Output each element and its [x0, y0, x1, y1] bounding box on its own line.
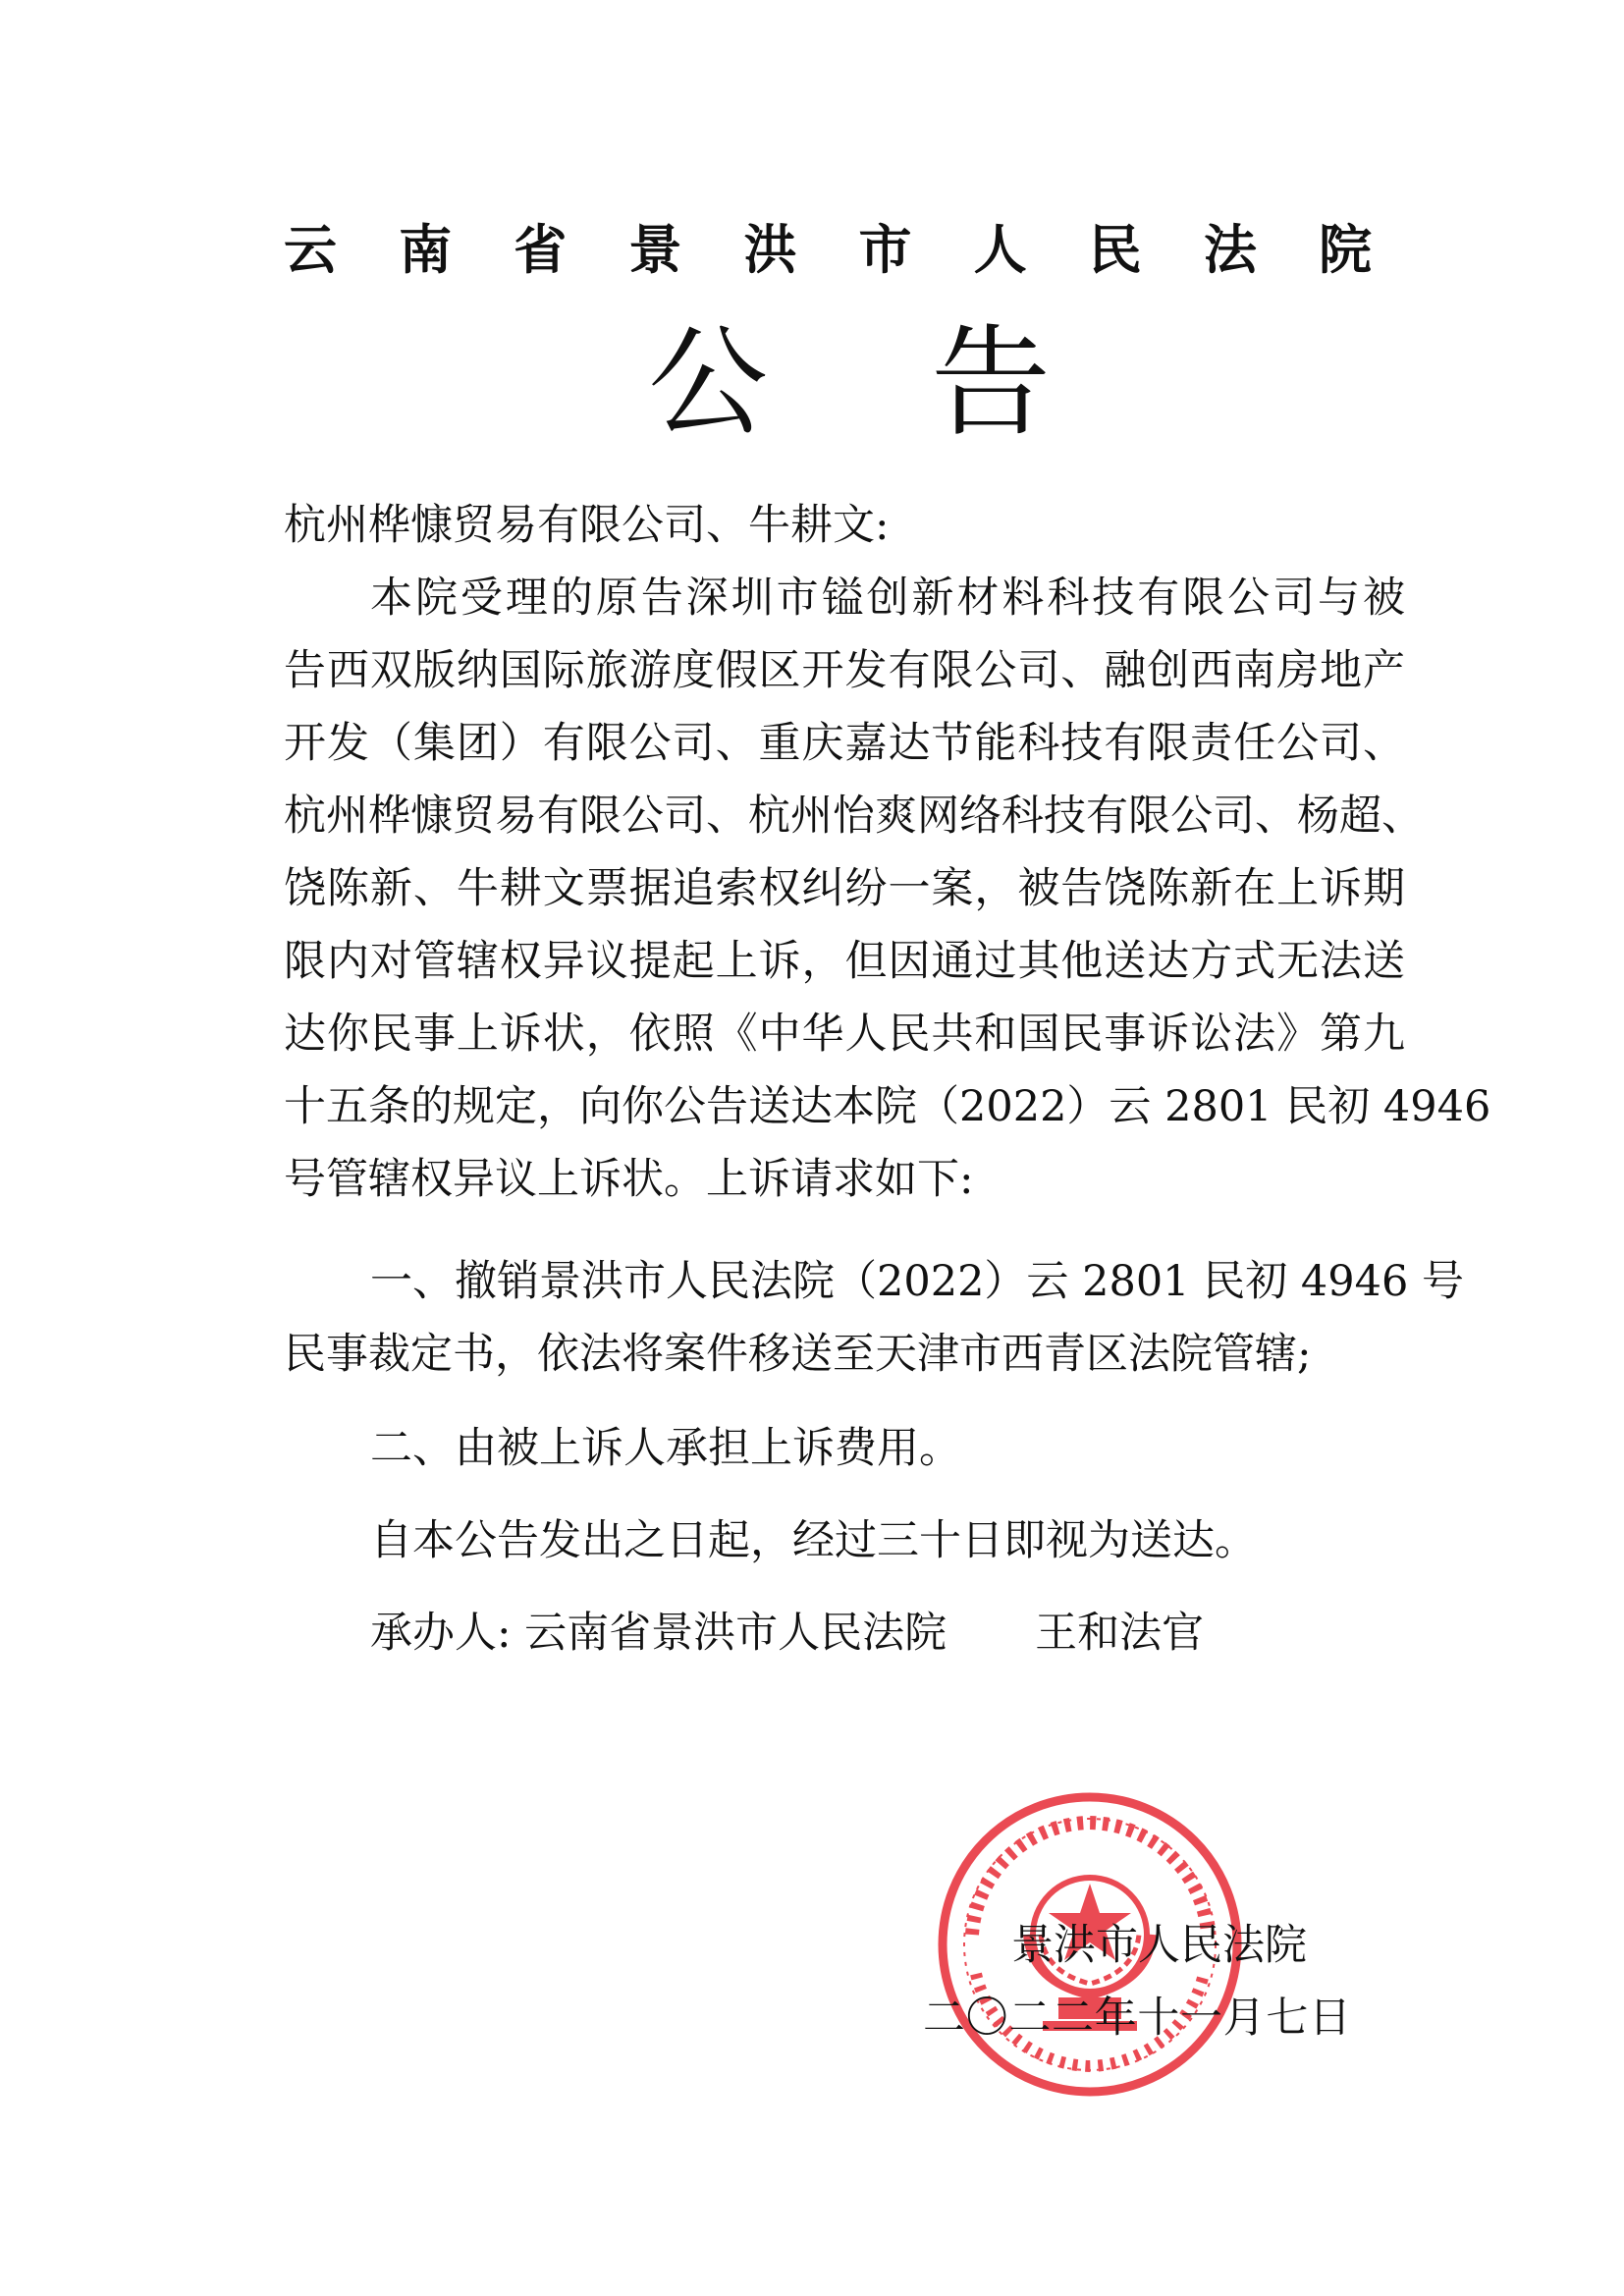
signature-date: 二〇二二年十一月七日 — [923, 1994, 1351, 2043]
paragraph-line: 限内对管辖权异议提起上诉，但因通过其他送达方式无法送 — [284, 937, 1405, 986]
court-name-heading: 云南省景洪市人民法院 — [284, 218, 1374, 281]
paragraph-line: 号管辖权异议上诉状。上诉请求如下: — [284, 1155, 974, 1204]
paragraph-line: 本院受理的原告深圳市镒创新材料科技有限公司与被 — [370, 574, 1405, 623]
handler-line — [370, 1591, 1491, 1675]
handler-judge: 王和法官 — [1035, 1609, 1205, 1658]
notice-title: 公告 — [648, 313, 1051, 453]
request-1-line: 一、撤销景洪市人民法院（2022）云 2801 民初 4946 号 — [370, 1257, 1464, 1306]
paragraph-line: 告西双版纳国际旅游度假区开发有限公司、融创西南房地产 — [284, 646, 1405, 695]
effective-clause: 自本公告发出之日起，经过三十日即视为送达。 — [370, 1516, 1257, 1565]
handler-label: 承办人: — [370, 1609, 512, 1658]
paragraph-line: 十五条的规定，向你公告送达本院（2022）云 2801 民初 4946 — [284, 1082, 1491, 1131]
paragraph-line: 饶陈新、牛耕文票据追索权纠纷一案，被告饶陈新在上诉期 — [284, 864, 1405, 913]
request-1-line: 民事裁定书，依法将案件移送至天津市西青区法院管辖; — [284, 1330, 1312, 1379]
handler-court: 云南省景洪市人民法院 — [524, 1609, 947, 1658]
paragraph-line: 开发（集团）有限公司、重庆嘉达节能科技有限责任公司、 — [284, 719, 1405, 768]
signature-court: 景洪市人民法院 — [1011, 1921, 1307, 1970]
paragraph-line: 达你民事上诉状，依照《中华人民共和国民事诉讼法》第九 — [284, 1010, 1405, 1059]
request-2: 二、由被上诉人承担上诉费用。 — [370, 1424, 961, 1473]
paragraph-line: 杭州桦慷贸易有限公司、杭州怡爽网络科技有限公司、杨超、 — [284, 792, 1424, 841]
addressee: 杭州桦慷贸易有限公司、牛耕文: — [284, 501, 890, 550]
